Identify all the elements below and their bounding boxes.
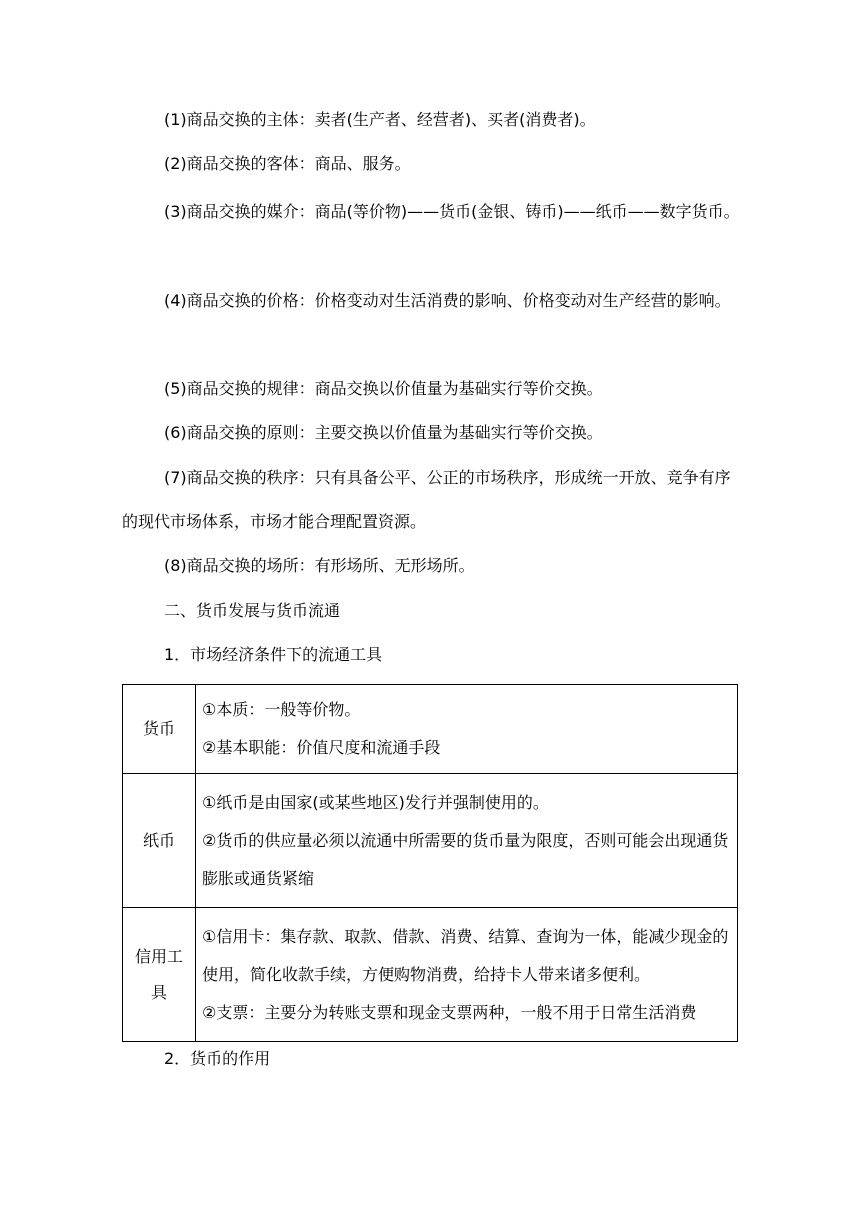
row-content (196, 908, 738, 1042)
table-row (123, 908, 738, 1042)
cell-line: ②基本职能：价值尺度和流通手段 (202, 738, 441, 757)
paragraph-exchange-principle: (6)商品交换的原则：主要交换以价值量为基础实行等价交换。 (164, 423, 603, 442)
row-label: 货币 (123, 685, 196, 774)
paragraph-exchange-object: (2)商品交换的客体：商品、服务。 (164, 154, 411, 173)
table-row (123, 774, 738, 908)
row-content (196, 685, 738, 774)
paragraph-exchange-subject: (1)商品交换的主体：卖者(生产者、经营者)、买者(消费者)。 (164, 110, 596, 129)
cell-line: ②支票：主要分为转账支票和现金支票两种，一般不用于日常生活消费 (202, 1002, 697, 1022)
paragraph-exchange-medium: (3)商品交换的媒介：商品(等价物)——货币(金银、铸币)——纸币——数字货币。 (164, 202, 740, 221)
row-label: 纸币 (123, 774, 196, 908)
cell-line: ①纸币是由国家(或某些地区)发行并强制使用的。 (202, 792, 549, 812)
cell-line: ①本质：一般等价物。 (202, 700, 361, 719)
subheading-circulation-tools: 1．市场经济条件下的流通工具 (164, 645, 383, 664)
paragraph-exchange-law: (5)商品交换的规律：商品交换以价值量为基础实行等价交换。 (164, 379, 603, 398)
row-content (196, 774, 738, 908)
paragraph-exchange-order: (7)商品交换的秩序：只有具备公平、公正的市场秩序，形成统一开放、竞争有序的现代市场体系，市场才能合理配置资源。 (122, 468, 731, 531)
cell-line: ②货币的供应量必须以流通中所需要的货币量为限度，否则可能会出现通货膨胀或通货紧缩 (202, 830, 729, 888)
row-label: 信用工具 (123, 908, 196, 1042)
circulation-tools-table (122, 684, 738, 1042)
subheading-money-function: 2．货币的作用 (164, 1049, 271, 1068)
paragraph-exchange-price: (4)商品交换的价格：价格变动对生活消费的影响、价格变动对生产经营的影响。 (164, 291, 731, 310)
section-heading: 二、货币发展与货币流通 (164, 601, 341, 620)
cell-line: ①信用卡：集存款、取款、借款、消费、结算、查询为一体，能减少现金的使用，简化收款手续，方便购物消费，给持卡人带来诸多便利。 (202, 926, 729, 984)
table-row (123, 685, 738, 774)
paragraph-exchange-place: (8)商品交换的场所：有形场所、无形场所。 (164, 556, 475, 575)
